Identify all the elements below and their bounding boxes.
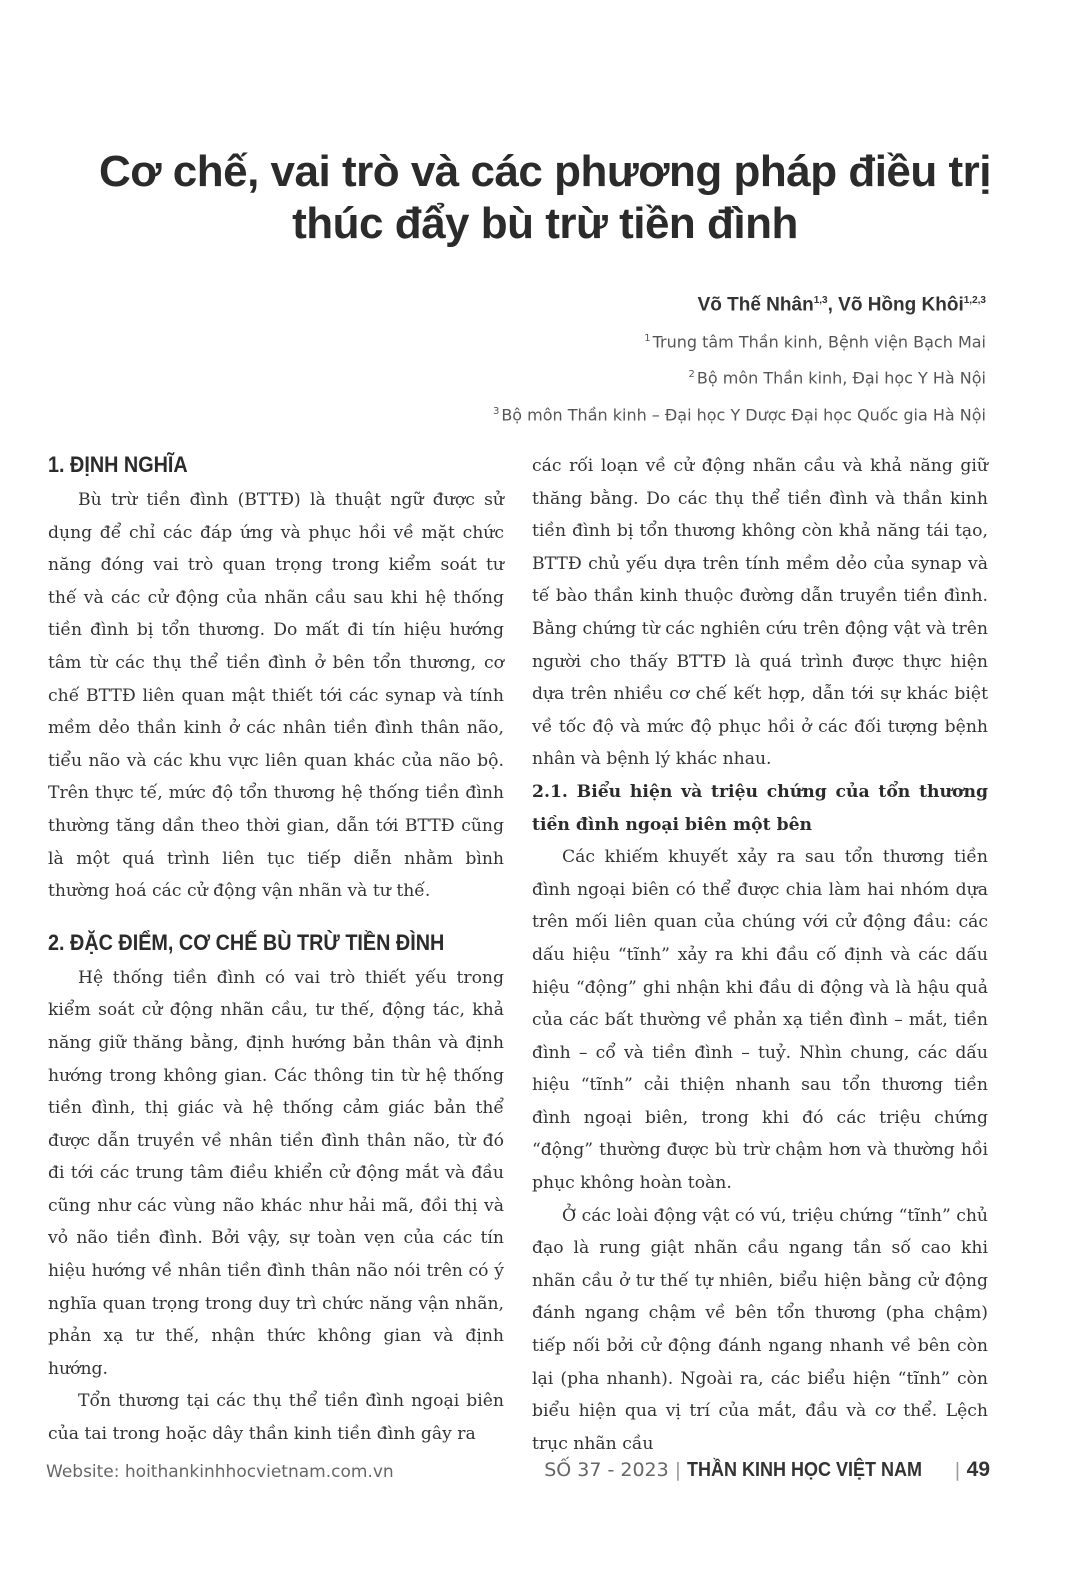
footer-website: Website: hoithankinhhocvietnam.com.vn [46, 1462, 394, 1482]
paragraph: Ở các loài động vật có vú, triệu chứng “tĩnh” chủ đạo là rung giật nhãn cầu ngang tần số cao khi nhãn cầu ở tư thế tự nhiên, biểu hiện bằng cử động đánh ngang chậm về bên tổn thương (pha chậm) tiếp nối bởi cử động đánh ngang nhanh về bên còn lại (pha nhanh). Ngoài ra, các biểu hiện “tĩnh” còn biểu hiện qua vị trí của mắt, đầu và cơ thể. Lệch trục nhãn cầu [532, 1205, 988, 1454]
affiliation-mark: 1 [644, 333, 651, 344]
footer-journal-info [544, 1458, 990, 1482]
affiliation-text: Bộ môn Thần kinh, Đại học Y Hà Nội [696, 368, 986, 388]
section-heading-characteristics: 2. ĐẶC ĐIỂM, CƠ CHẾ BÙ TRỪ TIỀN ĐÌNH [48, 929, 445, 955]
author-name: Võ Thế Nhân [697, 294, 814, 316]
author-affiliation-mark: 1,2,3 [963, 295, 986, 306]
paragraph: các rối loạn về cử động nhãn cầu và khả năng giữ thăng bằng. Do các thụ thể tiền đình và thần kinh tiền đình bị tổn thương không còn khả năng tái tạo, BTTĐ chủ yếu dựa trên tính mềm dẻo của synap và tế bào thần kinh thuộc đường dẫn truyền tiền đình. Bằng chứng từ các nghiên cứu trên động vật và trên người cho thấy BTTĐ là quá trình được thực hiện dựa trên nhiều cơ chế kết hợp, dẫn tới sự khác biệt về tốc độ và mức độ phục hồi ở các đối tượng bệnh nhân và bệnh lý khác nhau. [532, 456, 988, 770]
section-heading-definition: 1. ĐỊNH NGHĨA [48, 452, 188, 477]
journal-name: THẦN KINH HỌC VIỆT NAM [687, 1458, 923, 1481]
page-number: 49 [966, 1458, 990, 1481]
right-column [532, 450, 988, 1460]
left-column [48, 450, 504, 1451]
issue-number: SỐ 37 - 2023 [544, 1459, 669, 1481]
footer-divider: | [674, 1459, 682, 1481]
article-title [40, 146, 1050, 250]
title-line-1: Cơ chế, vai trò và các phương pháp điều trị [99, 147, 991, 196]
title-line-2: thúc đẩy bù trừ tiền đình [292, 199, 798, 248]
affiliation-text: Trung tâm Thần kinh, Bệnh viện Bạch Mai [652, 332, 986, 352]
affiliation-text: Bộ môn Thần kinh – Đại học Y Dược Đại học Quốc gia Hà Nội [501, 404, 986, 424]
author-separator: , [827, 294, 839, 316]
footer-divider: | [954, 1459, 961, 1481]
paragraph: Bù trừ tiền đình (BTTĐ) là thuật ngữ được sử dụng để chỉ các đáp ứng và phục hồi về mặt chức năng đóng vai trò quan trọng trong kiểm soát tư thế và các cử động của nhãn cầu sau khi hệ thống tiền đình bị tổn thương. Do mất đi tín hiệu hướng tâm từ các thụ thể tiền đình ở bên tổn thương, cơ chế BTTĐ liên quan mật thiết tới các synap và tính mềm dẻo thần kinh ở các nhân tiền đình thân não, tiểu não và các khu vực liên quan khác của não bộ. Trên thực tế, mức độ tổn thương hệ thống tiền đình thường tăng dần theo thời gian, dẫn tới BTTĐ cũng là một quá trình liên tục tiếp diễn nhằm bình thường hoá các cử động vận nhãn và tư thế. [48, 490, 504, 902]
paragraph: Các khiếm khuyết xảy ra sau tổn thương tiền đình ngoại biên có thể được chia làm hai nhóm dựa trên mối liên quan của chúng với cử động đầu: các dấu hiệu “tĩnh” xảy ra khi đầu cố định và các dấu hiệu “động” ghi nhận khi đầu di động và là hậu quả của các bất thường về phản xạ tiền đình – mắt, tiền đình – cổ và tiền đình – tuỷ. Nhìn chung, các dấu hiệu “tĩnh” cải thiện nhanh sau tổn thương tiền đình ngoại biên, trong khi đó các triệu chứng “động” thường được bù trừ chậm hơn và thường hồi phục không hoàn toàn. [532, 847, 988, 1194]
paragraph: Tổn thương tại các thụ thể tiền đình ngoại biên của tai trong hoặc dây thần kinh tiền đình gây ra [48, 1391, 504, 1445]
affiliation-item [493, 395, 986, 431]
affiliation-list [493, 322, 986, 431]
affiliation-item [493, 322, 986, 358]
affiliation-mark: 3 [492, 405, 500, 417]
subsection-heading: 2.1. Biểu hiện và triệu chứng của tổn thương tiền đình ngoại biên một bên [532, 781, 988, 835]
affiliation-item [493, 358, 986, 394]
paragraph: Hệ thống tiền đình có vai trò thiết yếu trong kiểm soát cử động nhãn cầu, tư thế, động tác, khả năng giữ thăng bằng, định hướng bản thân và định hướng trong không gian. Các thông tin từ hệ thống tiền đình, thị giác và hệ thống cảm giác bản thể được dẫn truyền về nhân tiền đình thân não, từ đó đi tới các trung tâm điều khiển cử động mắt và đầu cũng như các vùng não khác như hải mã, đồi thị và vỏ não tiền đình. Bởi vậy, sự toàn vẹn của các tín hiệu hướng về nhân tiền đình thân não nói trên có ý nghĩa quan trọng trong duy trì chức năng vận nhãn, phản xạ tư thế, nhận thức không gian và định hướng. [48, 967, 504, 1379]
author-affiliation-mark: 1,3 [813, 295, 828, 306]
affiliation-mark: 2 [688, 369, 695, 381]
author-name: Võ Hồng Khôi [838, 294, 964, 316]
author-list [698, 288, 986, 318]
